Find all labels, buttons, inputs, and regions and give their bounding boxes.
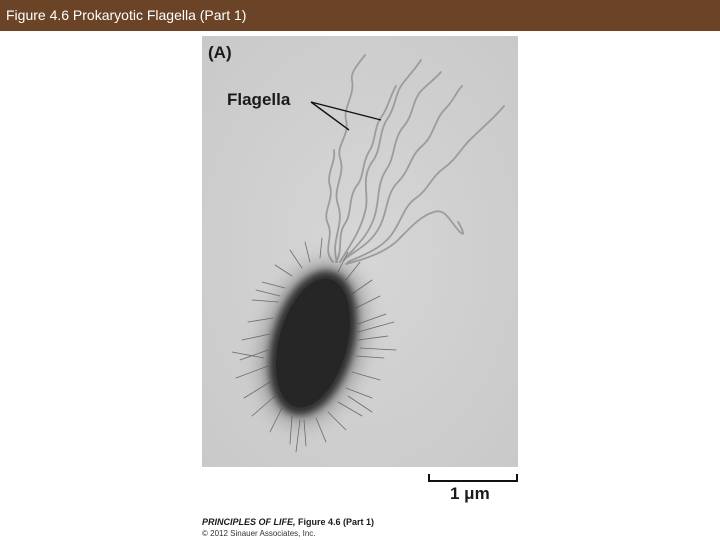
- panel-letter: (A): [208, 43, 232, 62]
- copyright-line: © 2012 Sinauer Associates, Inc.: [202, 529, 316, 538]
- flagella-label: Flagella: [227, 90, 291, 109]
- scale-bar: [428, 474, 518, 482]
- slide-title: Figure 4.6 Prokaryotic Flagella (Part 1): [6, 7, 247, 23]
- title-bar: [0, 0, 720, 31]
- scale-bar-label: 1 μm: [450, 484, 490, 503]
- figure-reference: Figure 4.6 (Part 1): [298, 517, 375, 527]
- book-title: PRINCIPLES OF LIFE,: [202, 517, 296, 527]
- credit-line: [202, 517, 374, 527]
